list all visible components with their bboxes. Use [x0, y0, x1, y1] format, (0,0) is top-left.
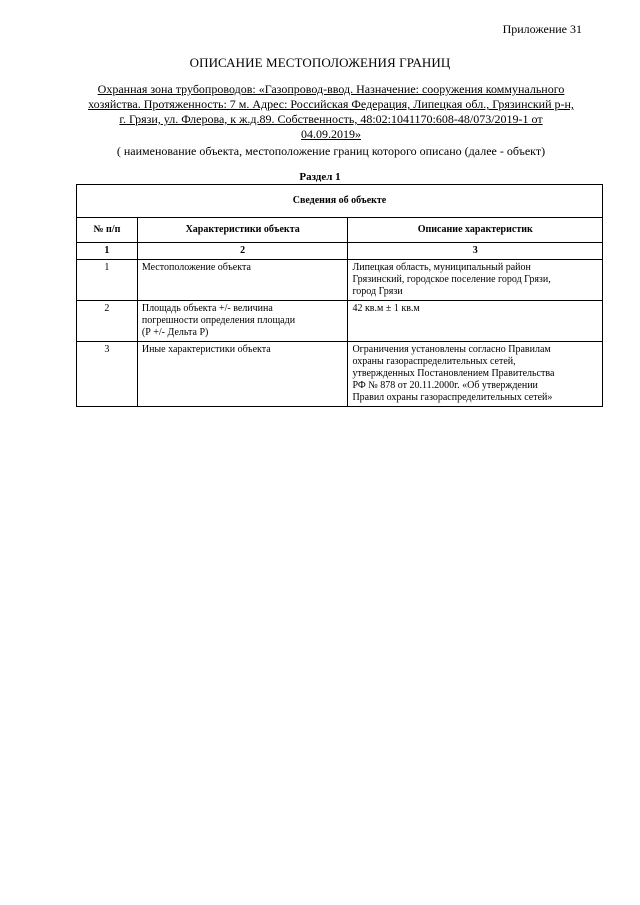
description-line: РФ № 878 от 20.11.2000г. «Об утверждении [352, 380, 538, 391]
row-characteristic [137, 301, 348, 342]
object-description-line: г. Грязи, ул. Флерова, к ж.д.89. Собственность, 48:02:1041170:608-48/073/2019-1 от [119, 112, 543, 126]
object-note: ( наименование объекта, местоположение границ которого описано (далее - объект) [116, 144, 546, 158]
header-description: Описание характеристик [348, 218, 603, 243]
column-number: 1 [77, 243, 138, 260]
row-number: 3 [77, 342, 138, 407]
section-label: Раздел 1 [299, 171, 341, 183]
row-characteristic: Местоположение объекта [137, 260, 348, 301]
description-line: утвержденных Постановлением Правительства [352, 368, 555, 379]
object-description-line: Охранная зона трубопроводов: «Газопровод-ввод. Назначение: сооружения коммунального [97, 82, 565, 96]
description-line: Ограничения установлены согласно Правилам [352, 344, 551, 355]
header-number: № п/п [77, 218, 138, 243]
table-caption-row [77, 185, 603, 218]
table-row [77, 342, 603, 407]
row-number: 2 [77, 301, 138, 342]
object-description [76, 82, 586, 142]
row-characteristic: Иные характеристики объекта [137, 342, 348, 407]
characteristic-line: погрешности определения площади [141, 315, 296, 326]
description-line: Грязинский, городское поселение город Грязи, [352, 274, 551, 285]
description-line: охраны газораспределительных сетей, [352, 356, 516, 367]
header-characteristic: Характеристики объекта [137, 218, 348, 243]
characteristic-line: Площадь объекта +/- величина [141, 303, 273, 314]
appendix-label: Приложение 31 [502, 22, 582, 36]
document-title: ОПИСАНИЕ МЕСТОПОЛОЖЕНИЯ ГРАНИЦ [189, 55, 451, 70]
description-line: город Грязи [352, 286, 403, 297]
column-number: 2 [137, 243, 348, 260]
row-description [348, 342, 603, 407]
row-description [348, 301, 603, 342]
column-number-row [77, 243, 603, 260]
characteristic-line: (Р +/- Дельта Р) [141, 327, 209, 338]
row-number: 1 [77, 260, 138, 301]
object-info-table [76, 184, 603, 407]
description-line: Правил охраны газораспределительных сетей» [352, 392, 553, 403]
table-caption: Сведения об объекте [77, 185, 603, 218]
object-description-line: хозяйства. Протяженность: 7 м. Адрес: Российская Федерация, Липецкая обл., Грязинский р-н, [88, 97, 574, 111]
table-row [77, 260, 603, 301]
column-number: 3 [348, 243, 603, 260]
row-description [348, 260, 603, 301]
table-header-row [77, 218, 603, 243]
description-line: 42 кв.м ± 1 кв.м [352, 303, 420, 314]
description-line: Липецкая область, муниципальный район [352, 262, 531, 273]
table-row [77, 301, 603, 342]
object-description-line: 04.09.2019» [301, 127, 361, 141]
